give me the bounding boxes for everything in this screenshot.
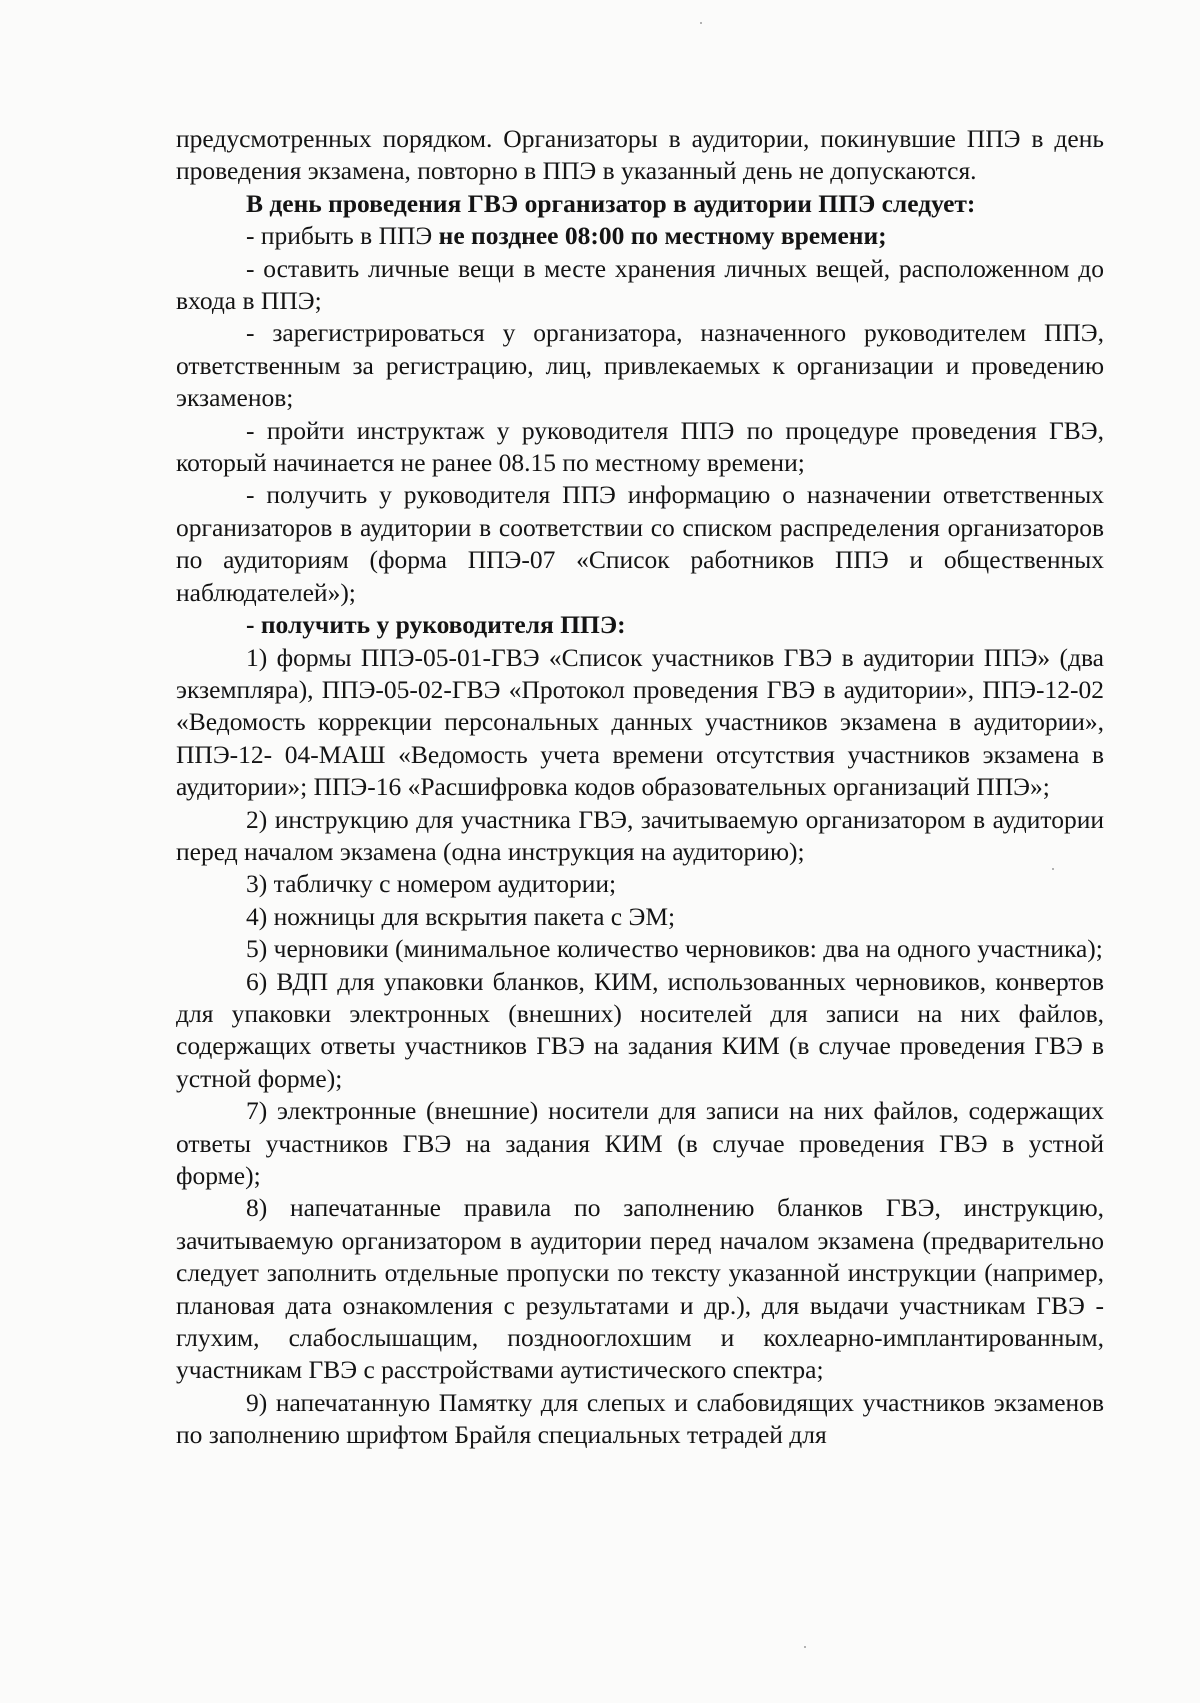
- numbered-item-3: 3) табличку с номером аудитории;: [246, 869, 617, 899]
- numbered-item-1: 1) формы ППЭ-05-01-ГВЭ «Список участников ГВЭ в аудитории ППЭ» (два экземпляра), ППЭ-05-02-ГВЭ «Протокол проведения ГВЭ в аудитории», ППЭ-12-02 «Ведомость коррекции персональных данных участников экзамена в аудитории», ППЭ-12- 04-МАШ «Ведомость учета времени отсутствия участников экзамена в аудитории»; ППЭ-16 «Расшифровка кодов образовательных организаций ППЭ»;: [176, 642, 1104, 802]
- numbered-item-9: 9) напечатанную Памятку для слепых и слабовидящих участников экзаменов по заполнению шрифтом Брайля специальных тетрадей для: [176, 1387, 1104, 1450]
- numbered-item-7: 7) электронные (внешние) носители для записи на них файлов, содержащих ответы участников ГВЭ на задания КИМ (в случае проведения ГВЭ в устной форме);: [176, 1096, 1104, 1190]
- list-item-assignment-info: - получить у руководителя ППЭ информацию о назначении ответственных организаторов в аудитории в соответствии со списком распределения организаторов по аудиториям (форма ППЭ-07 «Список работников ППЭ и общественных наблюдателей»);: [176, 480, 1104, 607]
- list-item-receive-heading: - получить у руководителя ППЭ:: [246, 610, 626, 640]
- scan-speck: [700, 22, 702, 24]
- list-item-briefing: - пройти инструктаж у руководителя ППЭ по процедуре проведения ГВЭ, который начинается не ранее 08.15 по местному времени;: [176, 415, 1104, 478]
- scan-speck: [804, 1646, 806, 1648]
- numbered-item-8: 8) напечатанные правила по заполнению бланков ГВЭ, инструкцию, зачитываемую организатором в аудитории перед началом экзамена (предварительно следует заполнить отдельные пропуски по тексту указанной инструкции (например, плановая дата ознакомления с результатами и др.), для выдачи участникам ГВЭ - глухим, слабослышащим, позднооглохшим и кохлеарно-имплантированным, участникам ГВЭ с расстройствами аутистического спектра;: [176, 1193, 1104, 1385]
- numbered-item-6: 6) ВДП для упаковки бланков, КИМ, использованных черновиков, конвертов для упаковки электронных (внешних) носителей для записи на них файлов, содержащих ответы участников ГВЭ на задания КИМ (в случае проведения ГВЭ в устной форме);: [176, 966, 1104, 1093]
- section-heading: В день проведения ГВЭ организатор в аудитории ППЭ следует:: [246, 188, 976, 218]
- numbered-item-5: 5) черновики (минимальное количество черновиков: два на одного участника);: [246, 934, 1103, 964]
- paragraph-continuation: предусмотренных порядком. Организаторы в аудитории, покинувшие ППЭ в день проведения экзамена, повторно в ППЭ в указанный день не допускаются.: [176, 124, 1104, 186]
- list-item-arrive: [176, 220, 1104, 252]
- document-body: [176, 123, 1104, 1452]
- numbered-item-4: 4) ножницы для вскрытия пакета с ЭМ;: [246, 901, 676, 931]
- list-item-register: - зарегистрироваться у организатора, назначенного руководителем ППЭ, ответственным за регистрацию, лиц, привлекаемых к организации и проведению экзаменов;: [176, 318, 1104, 413]
- numbered-item-2: 2) инструкцию для участника ГВЭ, зачитываемую организатором в аудитории перед началом экзамена (одна инструкция на аудиторию);: [176, 804, 1104, 866]
- list-item-text: - прибыть в ППЭ: [246, 221, 439, 251]
- list-item-bold-text: не позднее 08:00 по местному времени;: [438, 221, 887, 251]
- list-item-belongings: - оставить личные вещи в месте хранения личных вещей, расположенном до входа в ППЭ;: [176, 253, 1104, 316]
